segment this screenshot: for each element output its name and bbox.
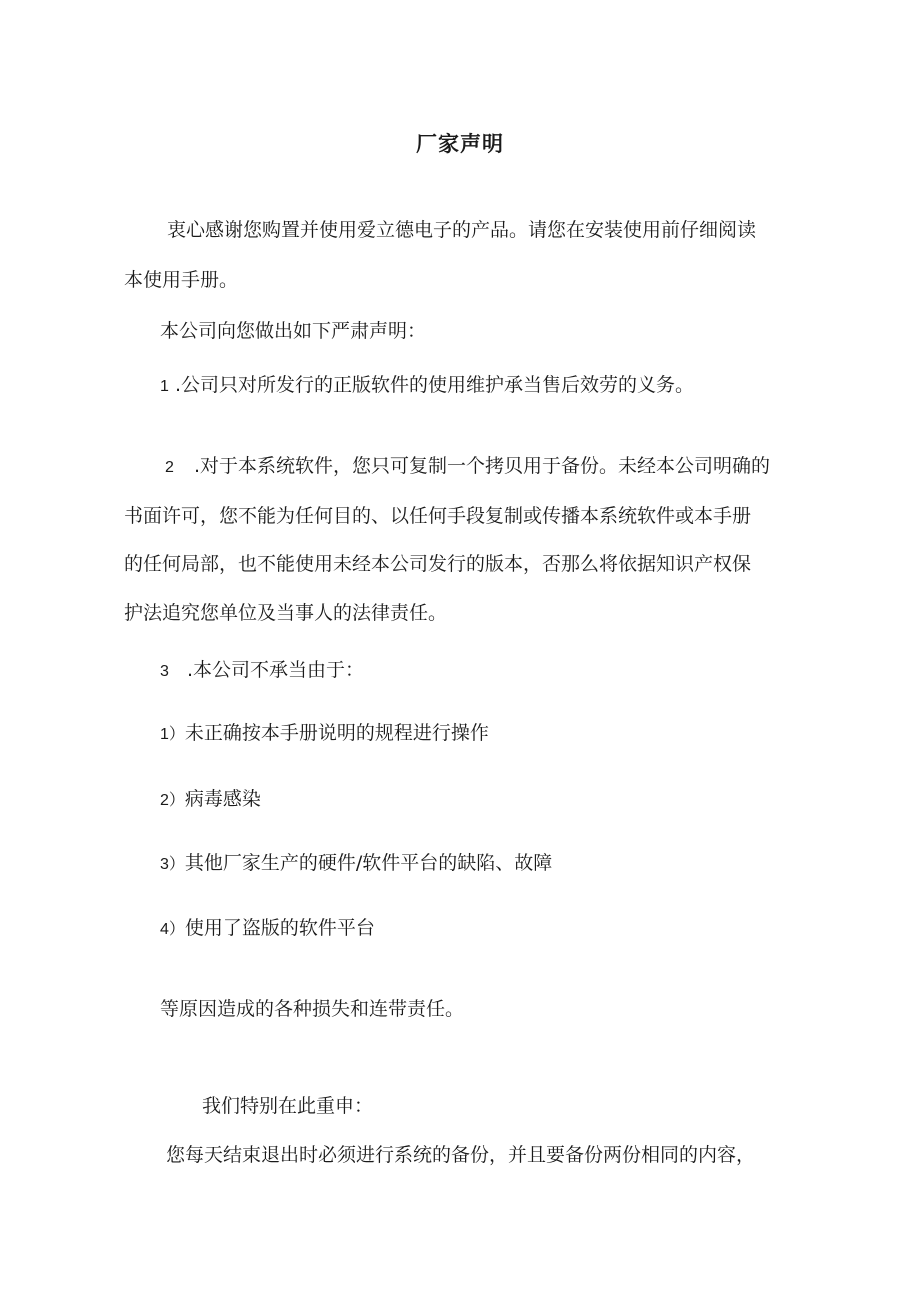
item-2-line-3: 的任何局部，也不能使用未经本公司发行的版本，否那么将依据知识产权保	[124, 553, 752, 575]
item-2-line-2: 书面许可，您不能为任何目的、以任何手段复制或传播本系统软件或本手册	[124, 505, 752, 527]
item-1-text: .公司只对所发行的正版软件的使用维护承当售后效劳的义务。	[174, 374, 694, 396]
subitem-2-number: 2）	[160, 792, 185, 809]
subitem-2	[160, 785, 261, 815]
intro-line-1: 衷心感谢您购置并使用爱立德电子的产品。请您在安装使用前仔细阅读	[167, 219, 757, 241]
item-3	[160, 656, 364, 686]
page-title: 厂家声明	[416, 132, 504, 156]
subitem-4	[160, 914, 375, 944]
subitem-4-number: 4）	[160, 921, 185, 938]
conclusion: 等原因造成的各种损失和连带责任。	[160, 998, 465, 1020]
subitem-3-number: 3）	[160, 856, 185, 873]
subitem-4-text: 使用了盗版的软件平台	[184, 917, 375, 939]
subitem-1	[160, 719, 489, 749]
subitem-3	[160, 849, 552, 879]
item-2-line-1	[165, 452, 770, 482]
subitem-1-text: 未正确按本手册说明的规程进行操作	[184, 722, 489, 744]
item-3-number: 3	[160, 663, 169, 680]
subitem-1-number: 1）	[160, 726, 185, 743]
declaration-lead: 本公司向您做出如下严肃声明：	[160, 320, 427, 342]
subitem-3-text: 其他厂家生产的硬件/软件平台的缺陷、故障	[184, 852, 553, 874]
subitem-2-text: 病毒感染	[184, 788, 261, 810]
item-1-number: 1	[160, 378, 169, 395]
reiterate-text: 您每天结束退出时必须进行系统的备份，并且要备份两份相同的内容，	[166, 1144, 756, 1166]
item-2-line-4: 护法追究您单位及当事人的法律责任。	[124, 602, 448, 624]
item-3-text: .本公司不承当由于：	[186, 659, 364, 681]
reiterate-lead: 我们特别在此重申：	[202, 1095, 374, 1117]
item-2-text-1: .对于本系统软件，您只可复制一个拷贝用于备份。未经本公司明确的	[193, 455, 770, 477]
item-1	[160, 371, 694, 401]
intro-line-2: 本使用手册。	[124, 269, 239, 291]
item-2-number: 2	[165, 459, 174, 476]
